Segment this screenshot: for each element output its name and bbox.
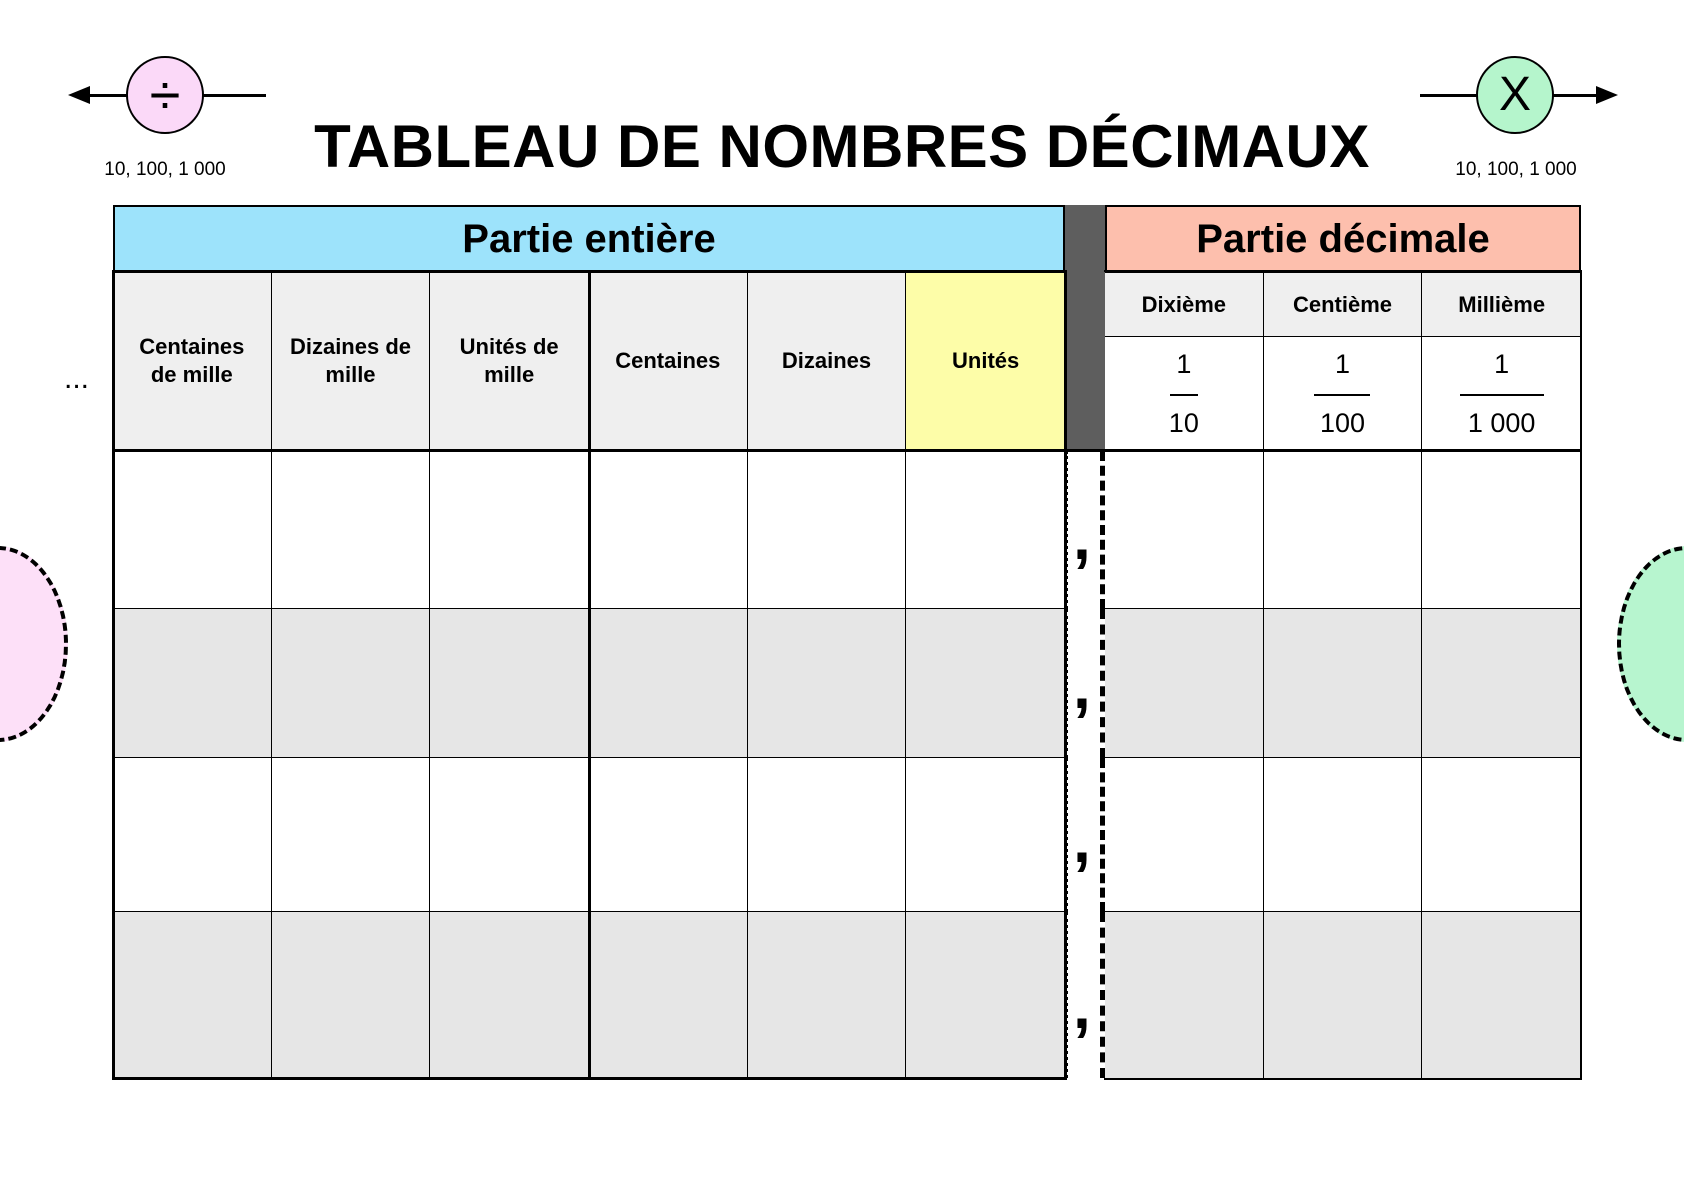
table-cell[interactable]: [748, 912, 907, 1078]
integer-group-divider: [588, 270, 591, 1080]
divide-circle: [126, 56, 204, 134]
table-cell[interactable]: [906, 451, 1065, 609]
fraction-millième: [1422, 337, 1581, 450]
table-cell[interactable]: [113, 451, 272, 609]
decimal-comma: ,: [1073, 650, 1091, 722]
comma-separator-cell: [1065, 912, 1105, 1078]
comma-separator-cell: [1065, 758, 1105, 912]
fraction-denominator: 10: [1168, 407, 1199, 438]
table-cell[interactable]: [748, 451, 907, 609]
column-header-label: Centième: [1292, 291, 1392, 317]
table-cell[interactable]: [589, 451, 748, 609]
table-row: [0, 451, 1684, 609]
table-cell[interactable]: [1105, 451, 1264, 609]
multiply-label: 10, 100, 1 000: [1455, 159, 1577, 180]
table-cell[interactable]: [1264, 451, 1423, 609]
table-cell[interactable]: [1105, 609, 1264, 758]
table-cell[interactable]: [1422, 451, 1581, 609]
column-header-centième: [1264, 271, 1423, 337]
integer-part-title: Partie entière: [462, 216, 716, 261]
table-cell[interactable]: [748, 609, 907, 758]
table-cell[interactable]: [430, 912, 589, 1078]
table-cell[interactable]: [430, 609, 589, 758]
ellipsis: ...: [64, 362, 90, 395]
decimal-comma: ,: [1073, 970, 1091, 1042]
column-header-centaines: [589, 271, 748, 450]
table-row: [0, 758, 1684, 912]
column-header-label: Dizaines: [781, 347, 872, 373]
column-header-unités-de-mille: [430, 271, 589, 450]
table-cell[interactable]: [272, 609, 431, 758]
table-cell[interactable]: [589, 758, 748, 912]
divide-indicator: [68, 54, 268, 184]
column-header-unités: [906, 271, 1065, 450]
table-cell[interactable]: [272, 451, 431, 609]
column-header-dizaines-de-mille: [272, 271, 431, 450]
column-header-label: Centaines: [615, 347, 721, 373]
table-cell[interactable]: [1422, 912, 1581, 1078]
multiply-circle: [1476, 56, 1554, 134]
fraction-dixième: [1105, 337, 1264, 450]
column-header-label: Dixième: [1141, 291, 1227, 317]
column-header-label: Unités de mille: [459, 333, 559, 387]
separator-column: [1065, 205, 1105, 451]
table-cell[interactable]: [1264, 912, 1423, 1078]
table-cell[interactable]: [272, 912, 431, 1078]
column-header-millième: [1422, 271, 1581, 337]
fraction-numerator: 1: [1334, 348, 1350, 379]
table-cell[interactable]: [430, 758, 589, 912]
table-cell[interactable]: [272, 758, 431, 912]
table-cell[interactable]: [906, 609, 1065, 758]
column-header-label: Millième: [1458, 291, 1546, 317]
divide-icon: ÷: [149, 63, 181, 126]
multiply-indicator: [1418, 54, 1618, 184]
table-cell[interactable]: [430, 451, 589, 609]
fraction-bar: [1170, 394, 1198, 396]
column-header-label: Centaines de mille: [139, 333, 245, 387]
fraction-denominator: 100: [1319, 407, 1366, 438]
table-cell[interactable]: [1105, 912, 1264, 1078]
table-cell[interactable]: [1264, 758, 1423, 912]
table-cell[interactable]: [1422, 758, 1581, 912]
table-cell[interactable]: [589, 609, 748, 758]
table-cell[interactable]: [1264, 609, 1423, 758]
decimal-part-header: [1105, 205, 1581, 271]
decimal-part-title: Partie décimale: [1196, 216, 1490, 261]
comma-separator-cell: [1065, 609, 1105, 758]
column-header-dixième: [1105, 271, 1264, 337]
fraction-bar: [1314, 394, 1370, 396]
header-body-divider: [112, 449, 1582, 452]
right-arrowhead-icon: [1596, 84, 1618, 106]
table-row: [0, 609, 1684, 758]
table-row: [0, 912, 1684, 1078]
fraction-bar: [1460, 394, 1544, 396]
page-title: TABLEAU DE NOMBRES DÉCIMAUX: [314, 113, 1370, 180]
table-cell[interactable]: [906, 912, 1065, 1078]
integer-part-header: [113, 205, 1065, 271]
fraction-centième: [1264, 337, 1423, 450]
column-header-label: Unités: [952, 347, 1020, 373]
divide-label: 10, 100, 1 000: [104, 159, 226, 180]
fraction-denominator: 1 000: [1467, 407, 1536, 438]
table-cell[interactable]: [589, 912, 748, 1078]
fraction-numerator: 1: [1176, 348, 1192, 379]
decimal-comma: ,: [1073, 501, 1091, 573]
table-cell[interactable]: [113, 912, 272, 1078]
table-cell[interactable]: [1422, 609, 1581, 758]
column-header-centaines-de-mille: [113, 271, 272, 450]
table-cell[interactable]: [748, 758, 907, 912]
fraction-numerator: 1: [1494, 348, 1510, 379]
decimal-comma: ,: [1073, 804, 1091, 876]
table-cell[interactable]: [1105, 758, 1264, 912]
table-cell[interactable]: [113, 758, 272, 912]
column-header-dizaines: [748, 271, 907, 450]
comma-separator-cell: [1065, 451, 1105, 609]
left-arrowhead-icon: [68, 84, 90, 106]
column-header-label: Dizaines de mille: [289, 333, 411, 387]
table-cell[interactable]: [113, 609, 272, 758]
multiply-icon: X: [1498, 68, 1531, 121]
table-cell[interactable]: [906, 758, 1065, 912]
